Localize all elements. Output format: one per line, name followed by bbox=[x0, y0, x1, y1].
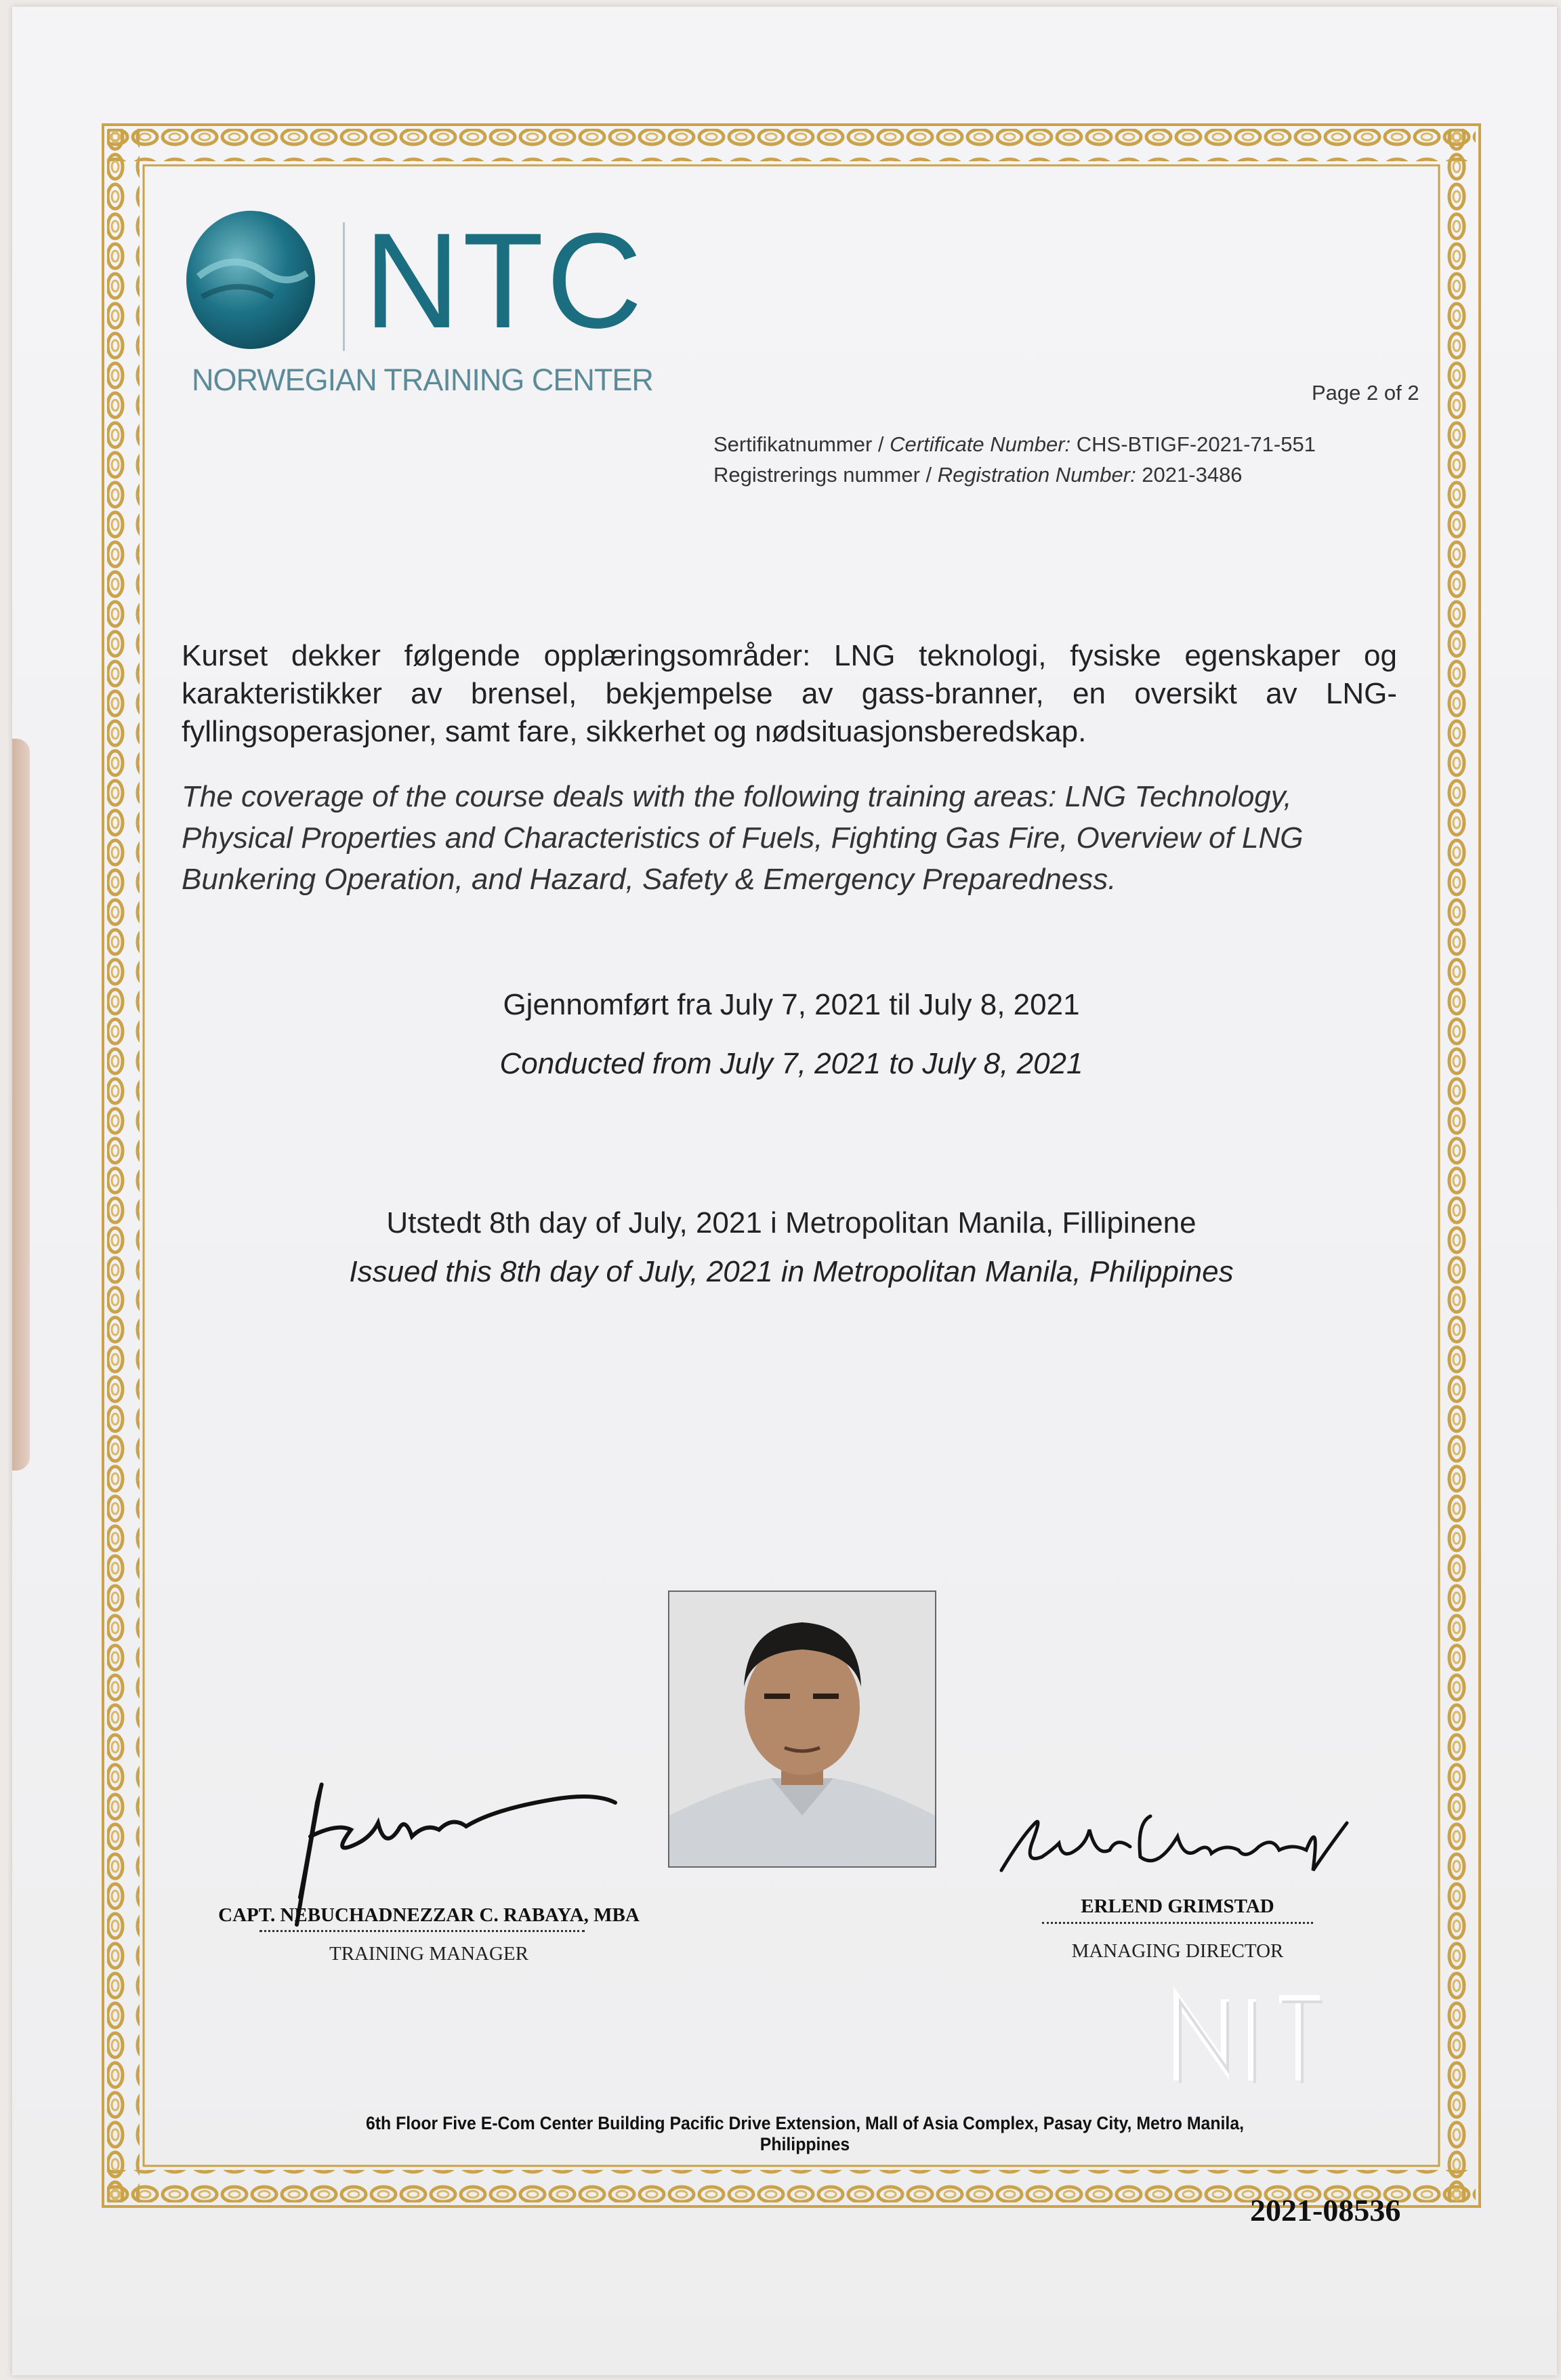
cert-label-no: Sertifikatnummer / bbox=[713, 432, 890, 456]
conducted-english: Conducted from July 7, 2021 to July 8, 2021 bbox=[499, 1047, 1083, 1080]
finger-edge bbox=[12, 739, 30, 1471]
issued-english: Issued this 8th day of July, 2021 in Metropolitan Manila, Philippines bbox=[349, 1255, 1234, 1288]
managing-director-title: MANAGING DIRECTOR bbox=[1071, 1940, 1284, 1962]
managing-director-name: ERLEND GRIMSTAD bbox=[1081, 1895, 1274, 1917]
embossed-seal-mark bbox=[1164, 1986, 1340, 2087]
fine-print-line-2 bbox=[1042, 1922, 1313, 1929]
reg-label-no: Registrerings nummer / bbox=[713, 463, 938, 487]
fine-print-line bbox=[259, 1930, 585, 1937]
certificate-page bbox=[12, 7, 1557, 2375]
conducted-norwegian: Gjennomført fra July 7, 2021 til July 8, 2021 bbox=[503, 988, 1080, 1021]
managing-director-signature bbox=[995, 1796, 1374, 1891]
logo-subtitle: NORWEGIAN TRAINING CENTER bbox=[192, 363, 653, 397]
address-footer: 6th Floor Five E-Com Center Building Pacific Drive Extension, Mall of Asia Complex, Pasay City, Metro Manila, Philippines bbox=[365, 2113, 1245, 2154]
holder-photo bbox=[668, 1591, 936, 1868]
cert-number: CHS-BTIGF-2021-71-551 bbox=[1070, 432, 1316, 456]
portrait-image bbox=[669, 1592, 935, 1866]
ntc-logo-icon bbox=[185, 209, 317, 351]
reg-number: 2021-3486 bbox=[1136, 463, 1243, 487]
certificate-number-line bbox=[713, 432, 1316, 457]
cert-label-en: Certificate Number: bbox=[890, 432, 1071, 456]
training-manager-title: TRAINING MANAGER bbox=[329, 1943, 528, 1965]
serial-number: 2021-08536 bbox=[1250, 2193, 1401, 2228]
course-coverage-english: The coverage of the course deals with the following training areas: LNG Technology, Physical Properties and Characteristics of Fuels, Fighting Gas Fire, Overview of LNG Bunkering Operation, and Hazard, Safety & Emergency Preparedness. bbox=[182, 780, 1304, 896]
page-number: Page 2 of 2 bbox=[1312, 381, 1419, 405]
reg-label-en: Registration Number: bbox=[937, 463, 1136, 487]
issued-norwegian: Utstedt 8th day of July, 2021 i Metropolitan Manila, Fillipinene bbox=[386, 1206, 1196, 1239]
course-coverage-norwegian: Kurset dekker følgende opplæringsområder: LNG teknologi, fysiske egenskaper og karakteristikker av brensel, bekjempelse av gass-branner, en oversikt av LNG-fyllingsoperasjoner, samt fare, sikkerhet og nødsituasjonsberedskap. bbox=[182, 639, 1397, 748]
training-manager-name: CAPT. NEBUCHADNEZZAR C. RABAYA, MBA bbox=[218, 1904, 640, 1926]
registration-number-line bbox=[713, 463, 1243, 487]
logo-divider bbox=[343, 222, 345, 351]
logo-text: NTC bbox=[364, 205, 645, 356]
